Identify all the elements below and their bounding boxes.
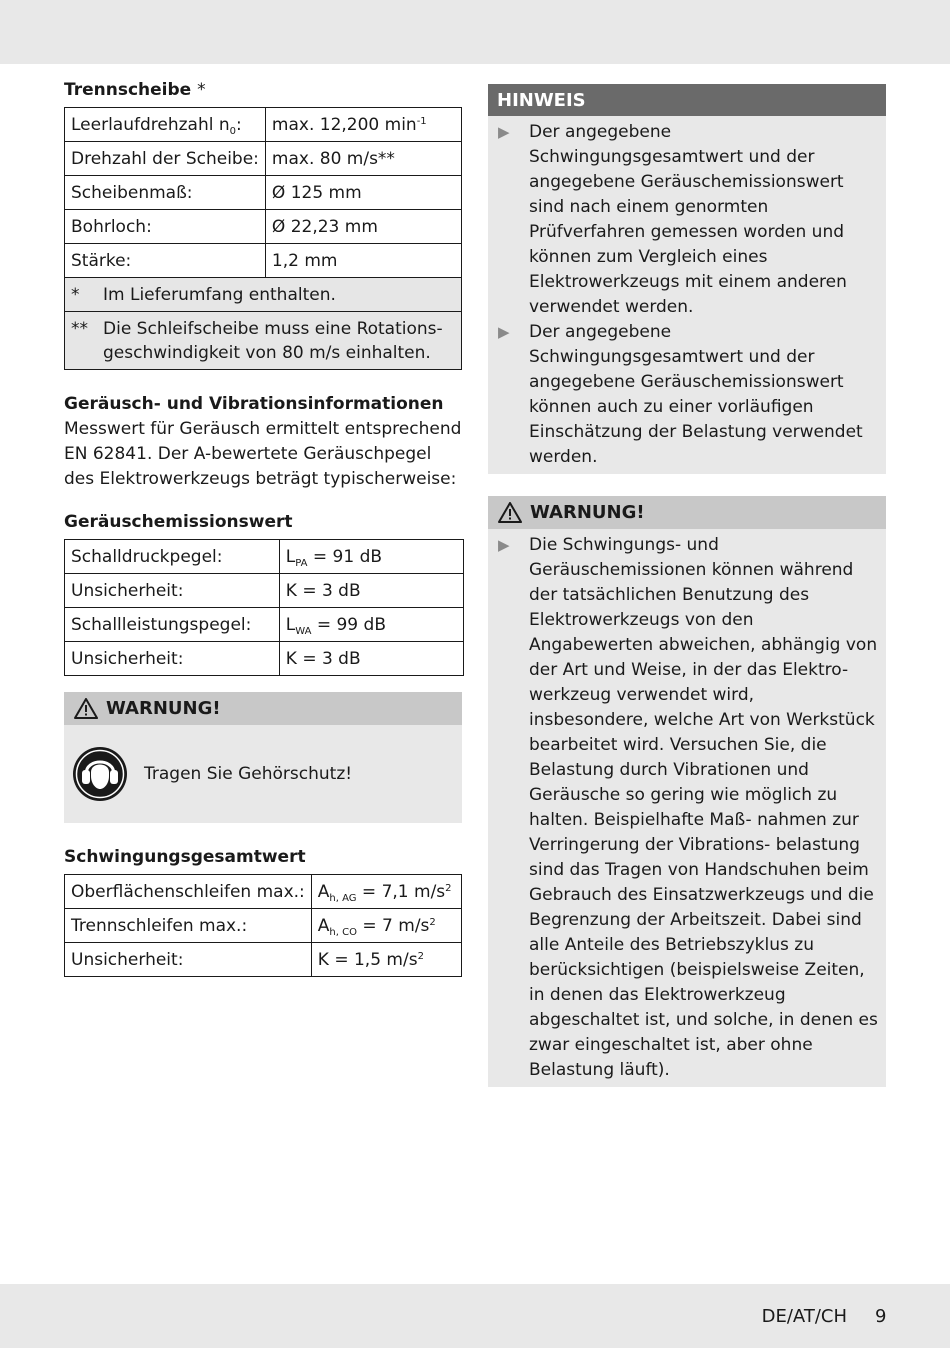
vibration-title: Schwingungsgesamtwert (64, 847, 306, 867)
cell-subscript: 0 (229, 125, 237, 137)
footer-region: DE/AT/CH (761, 1306, 847, 1327)
footnote (71, 283, 455, 307)
cell-text: = 7,1 m/s (356, 881, 446, 902)
table-row (65, 608, 464, 642)
table-row (65, 875, 462, 909)
table-cell-label: Unsicherheit: (65, 642, 280, 676)
trennscheibe-table (64, 107, 462, 370)
list-item-text: Der angegebene Schwingungsgesamtwert und der angegebene Geräuschemissionswert können auch zu einer vorläufigen Einschätzung der Belastung verwendet werden. (529, 322, 863, 467)
trennscheibe-title-star: * (197, 80, 206, 100)
table-row (65, 574, 464, 608)
table-cell-label: Drehzahl der Scheibe: (65, 142, 266, 176)
ear-protection-icon (72, 746, 128, 802)
table-cell-value: Ø 22,23 mm (265, 210, 461, 244)
footnote-mark: * (71, 284, 80, 305)
table-cell-label: Stärke: (65, 244, 266, 278)
vibration-table (64, 874, 462, 977)
header-band (0, 0, 950, 64)
table-row (65, 108, 462, 142)
table-cell-value (311, 875, 461, 909)
cell-subscript: h, AG (329, 892, 357, 904)
footnote-row (65, 312, 462, 370)
cell-text: K = 1,5 m/s (317, 949, 418, 970)
table-cell-label: Oberflächenschleifen max.: (65, 875, 312, 909)
table-row (65, 642, 464, 676)
trennscheibe-title-text: Trennscheibe (64, 80, 192, 100)
table-cell-label: Schallleistungspegel: (65, 608, 280, 642)
footnote-cell (65, 278, 462, 312)
warning-title: WARNUNG! (530, 502, 645, 523)
table-row (65, 210, 462, 244)
cell-superscript: -1 (416, 115, 427, 127)
cell-symbol: L (285, 614, 296, 635)
footnote (71, 317, 455, 365)
cell-text: = 7 m/s (356, 915, 430, 936)
table-cell-label: Unsicherheit: (65, 943, 312, 977)
footnote-cell (65, 312, 462, 370)
table-cell-label: Scheibenmaß: (65, 176, 266, 210)
warning-text: Tragen Sie Gehörschutz! (144, 763, 353, 784)
cell-superscript: 2 (429, 916, 436, 928)
table-row (65, 176, 462, 210)
noise-info-text: Messwert für Geräusch ermittelt entsprechend EN 62841. Der A-bewertete Geräuschpegel des Elektrowerkzeugs beträgt typischerweise: (64, 419, 462, 489)
footnote-text: Im Lieferumfang enthalten. (103, 284, 336, 305)
warning-triangle-icon (74, 698, 98, 719)
list-item (498, 533, 878, 1083)
footnote-mark: ** (71, 318, 88, 339)
bullet-triangle-icon: ▶ (498, 123, 510, 141)
warning-triangle-icon (498, 502, 522, 523)
cell-suffix: : (236, 114, 242, 135)
hint-body (488, 116, 886, 474)
table-cell-label (65, 108, 266, 142)
hint-header: HINWEIS (488, 84, 886, 116)
table-cell-value: K = 3 dB (279, 642, 463, 676)
cell-subscript: PA (295, 557, 308, 569)
table-cell-label: Schalldruckpegel: (65, 540, 280, 574)
cell-symbol: A (317, 915, 330, 936)
table-cell-value (279, 540, 463, 574)
cell-symbol: A (317, 881, 330, 902)
cell-superscript: 2 (417, 950, 424, 962)
page-number: 9 (875, 1306, 887, 1327)
noise-info-title: Geräusch- und Vibrationsinformationen (64, 394, 444, 414)
warning-body (488, 529, 886, 1087)
warning-header (64, 692, 462, 725)
hint-box (488, 84, 886, 474)
cell-subscript: h, CO (329, 926, 357, 938)
table-cell-label: Trennschleifen max.: (65, 909, 312, 943)
cell-text: = 99 dB (311, 614, 386, 635)
trennscheibe-title (64, 78, 464, 103)
table-cell-value (265, 108, 461, 142)
cell-symbol: L (285, 546, 296, 567)
table-row (65, 943, 462, 977)
table-row (65, 244, 462, 278)
left-column (64, 78, 464, 977)
cell-text: = 91 dB (307, 546, 383, 567)
cell-text: max. 12,200 min (271, 114, 417, 135)
table-cell-value (279, 608, 463, 642)
emission-table (64, 539, 464, 676)
list-item (498, 320, 878, 470)
bullet-triangle-icon: ▶ (498, 323, 510, 341)
list-item (498, 120, 878, 320)
footnote-text: Die Schleifscheibe muss eine Rotations- geschwindigkeit von 80 m/s einhalten. (103, 318, 443, 363)
cell-text: Leerlaufdrehzahl n (71, 114, 230, 135)
table-cell-value (311, 943, 461, 977)
footnote-row (65, 278, 462, 312)
warning-box-left (64, 692, 462, 823)
table-cell-value: 1,2 mm (265, 244, 461, 278)
right-column (488, 84, 886, 1087)
table-cell-label: Bohrloch: (65, 210, 266, 244)
bullet-triangle-icon: ▶ (498, 536, 510, 554)
table-cell-value: max. 80 m/s** (265, 142, 461, 176)
warning-header (488, 496, 886, 529)
table-row (65, 142, 462, 176)
table-cell-label: Unsicherheit: (65, 574, 280, 608)
cell-subscript: WA (295, 625, 312, 637)
table-cell-value: K = 3 dB (279, 574, 463, 608)
table-cell-value (311, 909, 461, 943)
emission-title: Geräuschemissionswert (64, 512, 293, 532)
table-row (65, 540, 464, 574)
list-item-text: Die Schwingungs- und Geräuschemissionen können während der tatsächlichen Benutzung des Elektrowerkzeugs von den Angabewerten abweichen, abhängig von der Art und Weise, in der das Elektro- werkzeug verwendet wird, insbesondere, welche Art von Werkstück bearbeitet wird. Versuchen Sie, die Belastung durch Vibrationen und Geräusche so gering wie möglich zu halten. Beispielhafte Maß- nahmen zur Verringerung der Vibrations- belastung sind das Tragen von Handschuhen beim Gebrauch des Einsatzwerkzeugs und die Begrenzung der Arbeitszeit. Dabei sind alle Anteile des Betriebszyklus zu berücksichtigen (beispielsweise Zeiten, in denen das Elektrowerkzeug abgeschaltet ist, und solche, in denen es zwar eingeschaltet ist, aber ohne Belastung läuft). (529, 535, 878, 1080)
table-cell-value: Ø 125 mm (265, 176, 461, 210)
warning-title: WARNUNG! (106, 698, 221, 719)
list-item-text: Der angegebene Schwingungsgesamtwert und der angegebene Geräuschemissionswert sind nach einem genormten Prüfverfahren gemessen worden und können zum Vergleich eines Elektrowerkzeugs mit einem anderen verwendet werden. (529, 122, 847, 317)
table-row (65, 909, 462, 943)
warning-body (64, 725, 462, 823)
warning-box-right (488, 496, 886, 1087)
cell-superscript: 2 (445, 882, 452, 894)
